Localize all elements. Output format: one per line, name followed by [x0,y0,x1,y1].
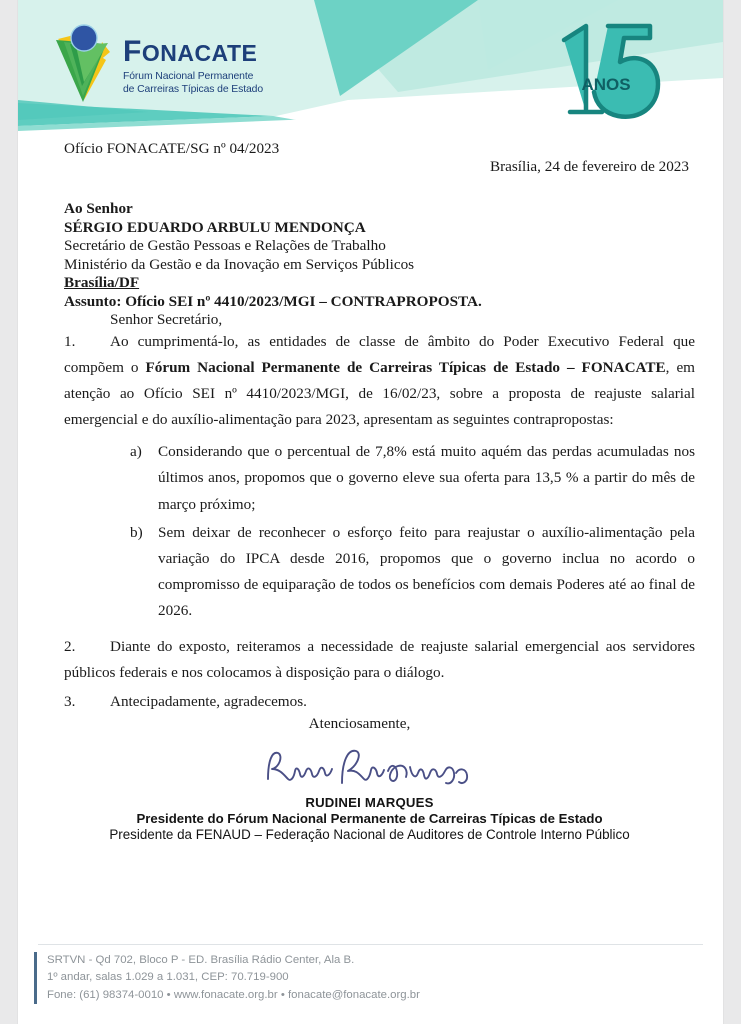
letter-body [18,140,723,842]
footer-address-line2: 1º andar, salas 1.029 a 1.031, CEP: 70.719-900 [47,971,289,984]
list-item [130,520,695,625]
paragraph-1-text-a: Ao cumprimentá-lo, as entidades de classe de âmbito do Poder Executivo Federal que compõem o [64,332,695,376]
signer-role-2: Presidente da FENAUD – Federação Nacional de Auditores de Controle Interno Público [109,826,630,842]
paragraph-1-text-b: , em atenção ao Ofício SEI nº 4410/2023/MGI, de 16/02/23, sobre a proposta de reajuste salarial emergencial e do auxílio-alimentação para 2023, apresentam as seguintes contrapropostas: [64,358,695,429]
letterhead-footer [34,952,634,1004]
addressee-ministry: Ministério da Gestão e da Inovação em Serviços Públicos [64,255,415,273]
letter-closing: Atenciosamente, [308,714,411,732]
footer-divider [38,944,703,945]
signature-area [64,741,695,842]
signer-role-1: Presidente do Fórum Nacional Permanente de Carreiras Típicas de Estado [136,810,603,826]
addressee-salutation: Ao Senhor [64,200,133,217]
logo-subtitle-line2: de Carreiras Típicas de Estado [123,83,264,95]
fonacate-logo [54,22,263,106]
subitem-a-marker: a) [130,443,142,461]
letter-place-date: Brasília, 24 de fevereiro de 2023 [489,158,689,175]
logo-wordmark: FONACATE [123,34,258,68]
paragraph-2-text: Diante do exposto, reiteramos a necessidade de reajuste salarial emergencial aos servidores públicos federais e nos colocamos à disposição para o diálogo. [64,638,695,682]
paragraph-3-number: 3. [64,692,76,710]
footer-accent-bar [34,952,37,1004]
anniversary-label: ANOS [581,75,631,94]
paragraph-2-number: 2. [64,638,76,656]
addressee-name: SÉRGIO EDUARDO ARBULU MENDONÇA [64,218,366,236]
paragraph-3-text: Antecipadamente, agradecemos. [110,692,307,710]
letter-reference: Ofício FONACATE/SG nº 04/2023 [64,140,280,157]
letter-subject: Assunto: Ofício SEI nº 4410/2023/MGI – CONTRAPROPOSTA. [64,292,482,310]
contraproposta-list [64,439,695,624]
subitem-b-text: Sem deixar de reconhecer o esforço feito para reajustar o auxílio-alimentação pela variação do IPCA desde 2016, propomos que o governo inclua no acordo o compromisso de equiparação de todos os benefícios com demais Poderes até ao final de 2026. [158,523,695,620]
anniversary-badge-15-anos [546,12,666,130]
letter-greeting: Senhor Secretário, [110,310,223,328]
subitem-a-text: Considerando que o percentual de 7,8% está muito aquém das perdas acumuladas nos últimos anos, propomos que o governo eleve sua oferta para 13,5 % a partir do mês de março próximo; [158,443,695,513]
paragraph-2 [64,634,695,686]
letterhead-banner [18,0,723,140]
document-page [18,0,723,1024]
subitem-b-marker: b) [130,523,143,541]
fonacate-logo-mark [54,22,114,106]
addressee-block [64,200,695,293]
paragraph-1 [64,329,695,434]
paragraph-1-text-bold: Fórum Nacional Permanente de Carreiras Típicas de Estado – FONACATE [145,358,666,376]
handwritten-signature [260,741,480,793]
paragraph-1-number: 1. [64,332,76,350]
addressee-city: Brasília/DF [64,274,140,292]
footer-contact-line: Fone: (61) 98374-0010 • www.fonacate.org.br • fonacate@fonacate.org.br [47,988,420,1001]
logo-subtitle-line1: Fórum Nacional Permanente [123,70,254,82]
paragraph-3 [64,689,695,715]
signer-name: RUDINEI MARQUES [305,794,434,810]
signature-block [64,795,675,842]
list-item [130,439,695,517]
footer-address-line: SRTVN - Qd 702, Bloco P - ED. Brasília Rádio Center, Ala B. [47,954,355,966]
addressee-role: Secretário de Gestão Pessoas e Relações de Trabalho [64,237,386,255]
